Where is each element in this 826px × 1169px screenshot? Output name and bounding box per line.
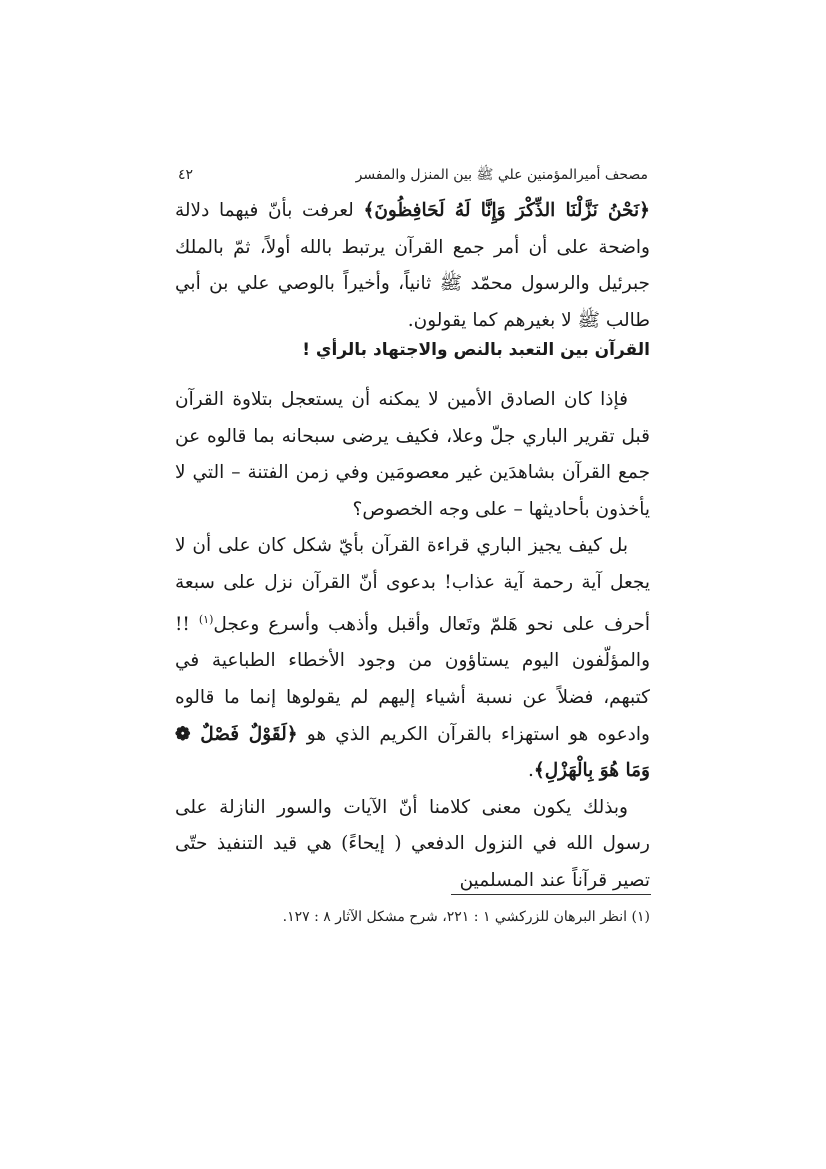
footnote-divider xyxy=(451,894,651,895)
running-head-title: مصحف أميرالمؤمنين علي ﷺ بين المنزل والمفسر xyxy=(355,167,648,183)
footnote-ref[interactable]: (١) xyxy=(198,612,214,626)
running-head xyxy=(178,166,648,186)
section-heading: القرآن بين التعبد بالنص والاجتهاد بالرأي ! xyxy=(302,340,650,360)
paragraph-1: فإذا كان الصادق الأمين لا يمكنه أن يستعجل بتلاوة القرآن قبل تقرير الباري جلّ وعلا، فكيف يرضى سبحانه بما قالوه عن جمع القرآن بشاهدَين غير معصومَين وفي زمن الفتنة – التي لا يأخذون بأحاديثها – على وجه الخصوص؟ xyxy=(175,389,650,520)
quran-verse-2: ﴿لَقَوْلٌ فَصْلٌ ❁ وَمَا هُوَ بِالْهَزْلِ﴾ xyxy=(175,723,650,782)
intro-paragraph xyxy=(175,193,650,339)
footnote: (١) انظر البرهان للزركشي ١ : ٢٢١، شرح مشكل الآثار ٨ : ١٢٧. xyxy=(282,909,650,925)
paragraph-2: بل كيف يجيز الباري قراءة القرآن بأيّ شكل كان على أن لا يجعل آية رحمة آية عذاب! بدعوى أنّ القرآن نزل على سبعة أحرف على نحو هَلمّ وتَعال وأقبل وأذهب وأسرع وعجل$^{(١)}$ !! والمؤلّفون اليوم يستاؤون من وجود الأخطاء الطباعية في كتبهم، فضلاً عن نسبة أشياء إليهم لم يقولوها إنما ما قالوه وادعوه هو استهزاء بالقرآن الكريم الذي هو ﴿لَقَوْلٌ فَصْلٌ ❁ وَمَا هُوَ بِالْهَزْلِ﴾. xyxy=(175,535,651,782)
page-number: ٤٢ xyxy=(178,167,194,183)
quran-verse: ﴿نَحْنُ نَزَّلْنَا الذِّكْرَ وَإِنَّا لَهُ لَحَافِظُونَ﴾ xyxy=(363,200,650,221)
section-body xyxy=(175,382,650,899)
intro-text: لعرفت بأنّ فيهما دلالة واضحة على أن أمر جمع القرآن يرتبط بالله أولاً، ثمّ بالملك جبرئيل والرسول محمّد ﷺ ثانياً، وأخيراً بالوصي علي بن أبي طالب ﷺ لا بغيرهم كما يقولون. xyxy=(175,200,650,331)
paragraph-3: وبذلك يكون معنى كلامنا أنّ الآيات والسور النازلة على رسول الله في النزول الدفعي ( إيحاءً) هي قيد التنفيذ حتّى تصير قرآناً عند المسلمين xyxy=(175,796,650,891)
